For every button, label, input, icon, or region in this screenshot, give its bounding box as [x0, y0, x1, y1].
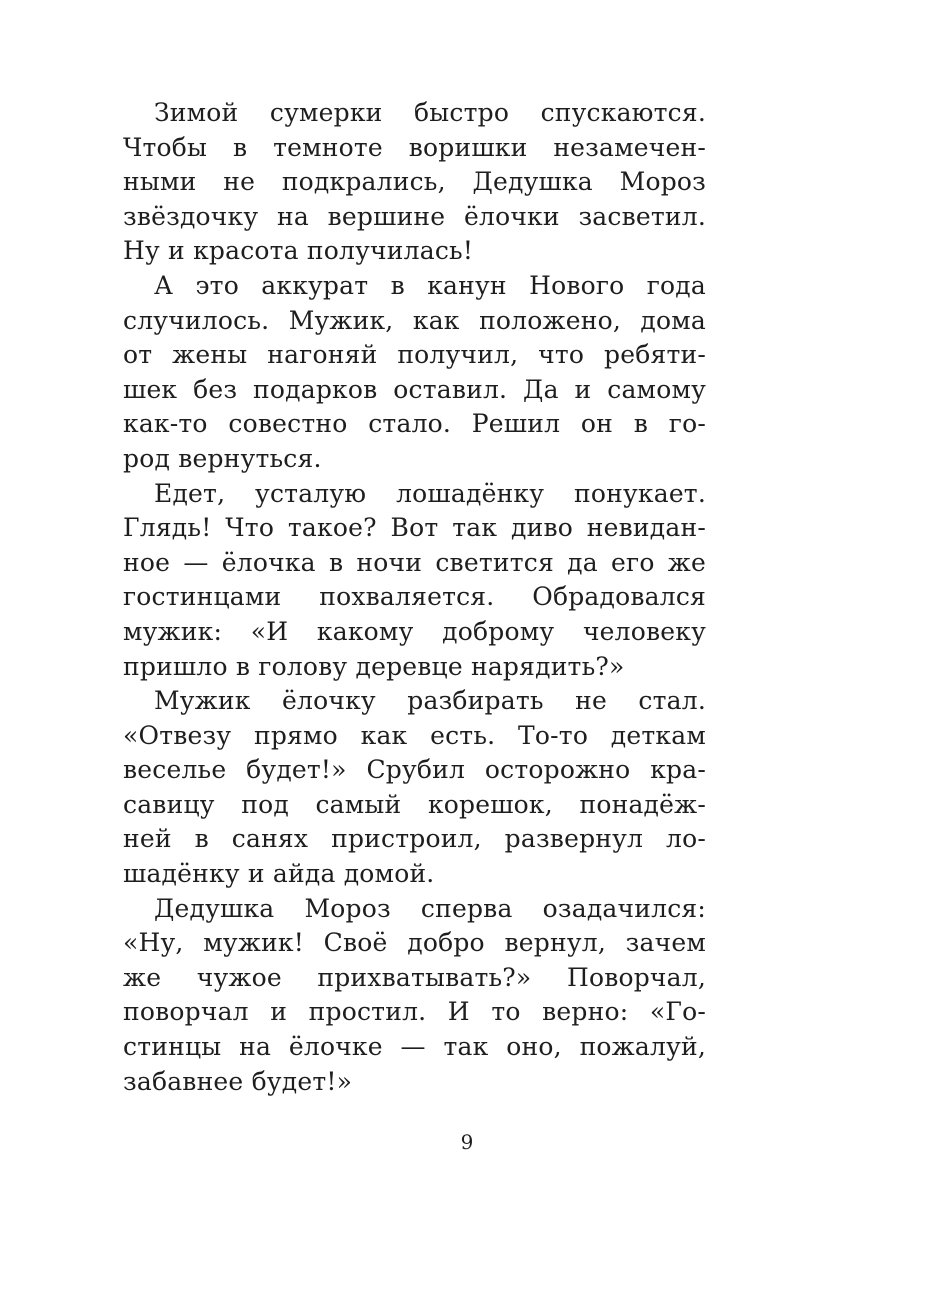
- text-line: как-то совестно стало. Решил он в го-: [123, 409, 706, 439]
- text-line: стинцы на ёлочке — так оно, пожалуй,: [123, 1032, 706, 1062]
- text-line: ное — ёлочка в ночи светится да его же: [123, 547, 706, 577]
- text-line: Едет, усталую лошадёнку понукает.: [154, 478, 706, 508]
- text-line: веселье будет!» Срубил осторожно кра-: [123, 755, 706, 785]
- text-line: мужик: «И какому доброму человеку: [123, 616, 706, 646]
- text-line: шек без подарков оставил. Да и самому: [123, 374, 706, 404]
- text-line: Мужик ёлочку разбирать не стал.: [154, 686, 706, 716]
- page-number: 9: [460, 1130, 474, 1154]
- text-line: «Ну, мужик! Своё добро вернул, зачем: [123, 928, 706, 958]
- text-line: «Отвезу прямо как есть. То-то деткам: [123, 720, 706, 750]
- body-text: [123, 96, 706, 1099]
- text-line: Дедушка Мороз сперва озадачился:: [154, 893, 706, 923]
- paragraph: [123, 684, 706, 892]
- text-line: случилось. Мужик, как положено, дома: [123, 305, 706, 335]
- paragraph: [123, 269, 706, 477]
- text-line: Зимой сумерки быстро спускаются.: [154, 98, 706, 127]
- text-line: род вернуться.: [123, 443, 322, 473]
- text-line: шадёнку и айда домой.: [123, 859, 435, 889]
- text-line: от жены нагоняй получил, что ребяти-: [123, 340, 706, 370]
- paragraph: [123, 96, 706, 269]
- text-line: пришло в голову деревце нарядить?»: [123, 651, 625, 681]
- text-line: забавнее будет!»: [123, 1066, 353, 1096]
- text-line: поворчал и простил. И то верно: «Го-: [123, 997, 706, 1027]
- text-line: гостинцами похваляется. Обрадовался: [123, 582, 706, 612]
- text-line: же чужое прихватывать?» Поворчал,: [123, 962, 706, 992]
- text-line: А это аккурат в канун Нового года: [154, 270, 706, 300]
- text-line: звёздочку на вершине ёлочки засветил.: [123, 201, 706, 231]
- paragraph: [123, 892, 706, 1100]
- text-line: ными не подкрались, Дедушка Мороз: [123, 167, 706, 197]
- text-line: Чтобы в темноте воришки незамечен-: [123, 132, 706, 162]
- paragraph: [123, 477, 706, 685]
- text-line: Глядь! Что такое? Вот так диво невидан-: [123, 513, 706, 543]
- text-line: савицу под самый корешок, понадёж-: [123, 789, 706, 819]
- text-line: Ну и красота получилась!: [123, 236, 474, 266]
- text-line: ней в санях пристроил, развернул ло-: [123, 824, 706, 854]
